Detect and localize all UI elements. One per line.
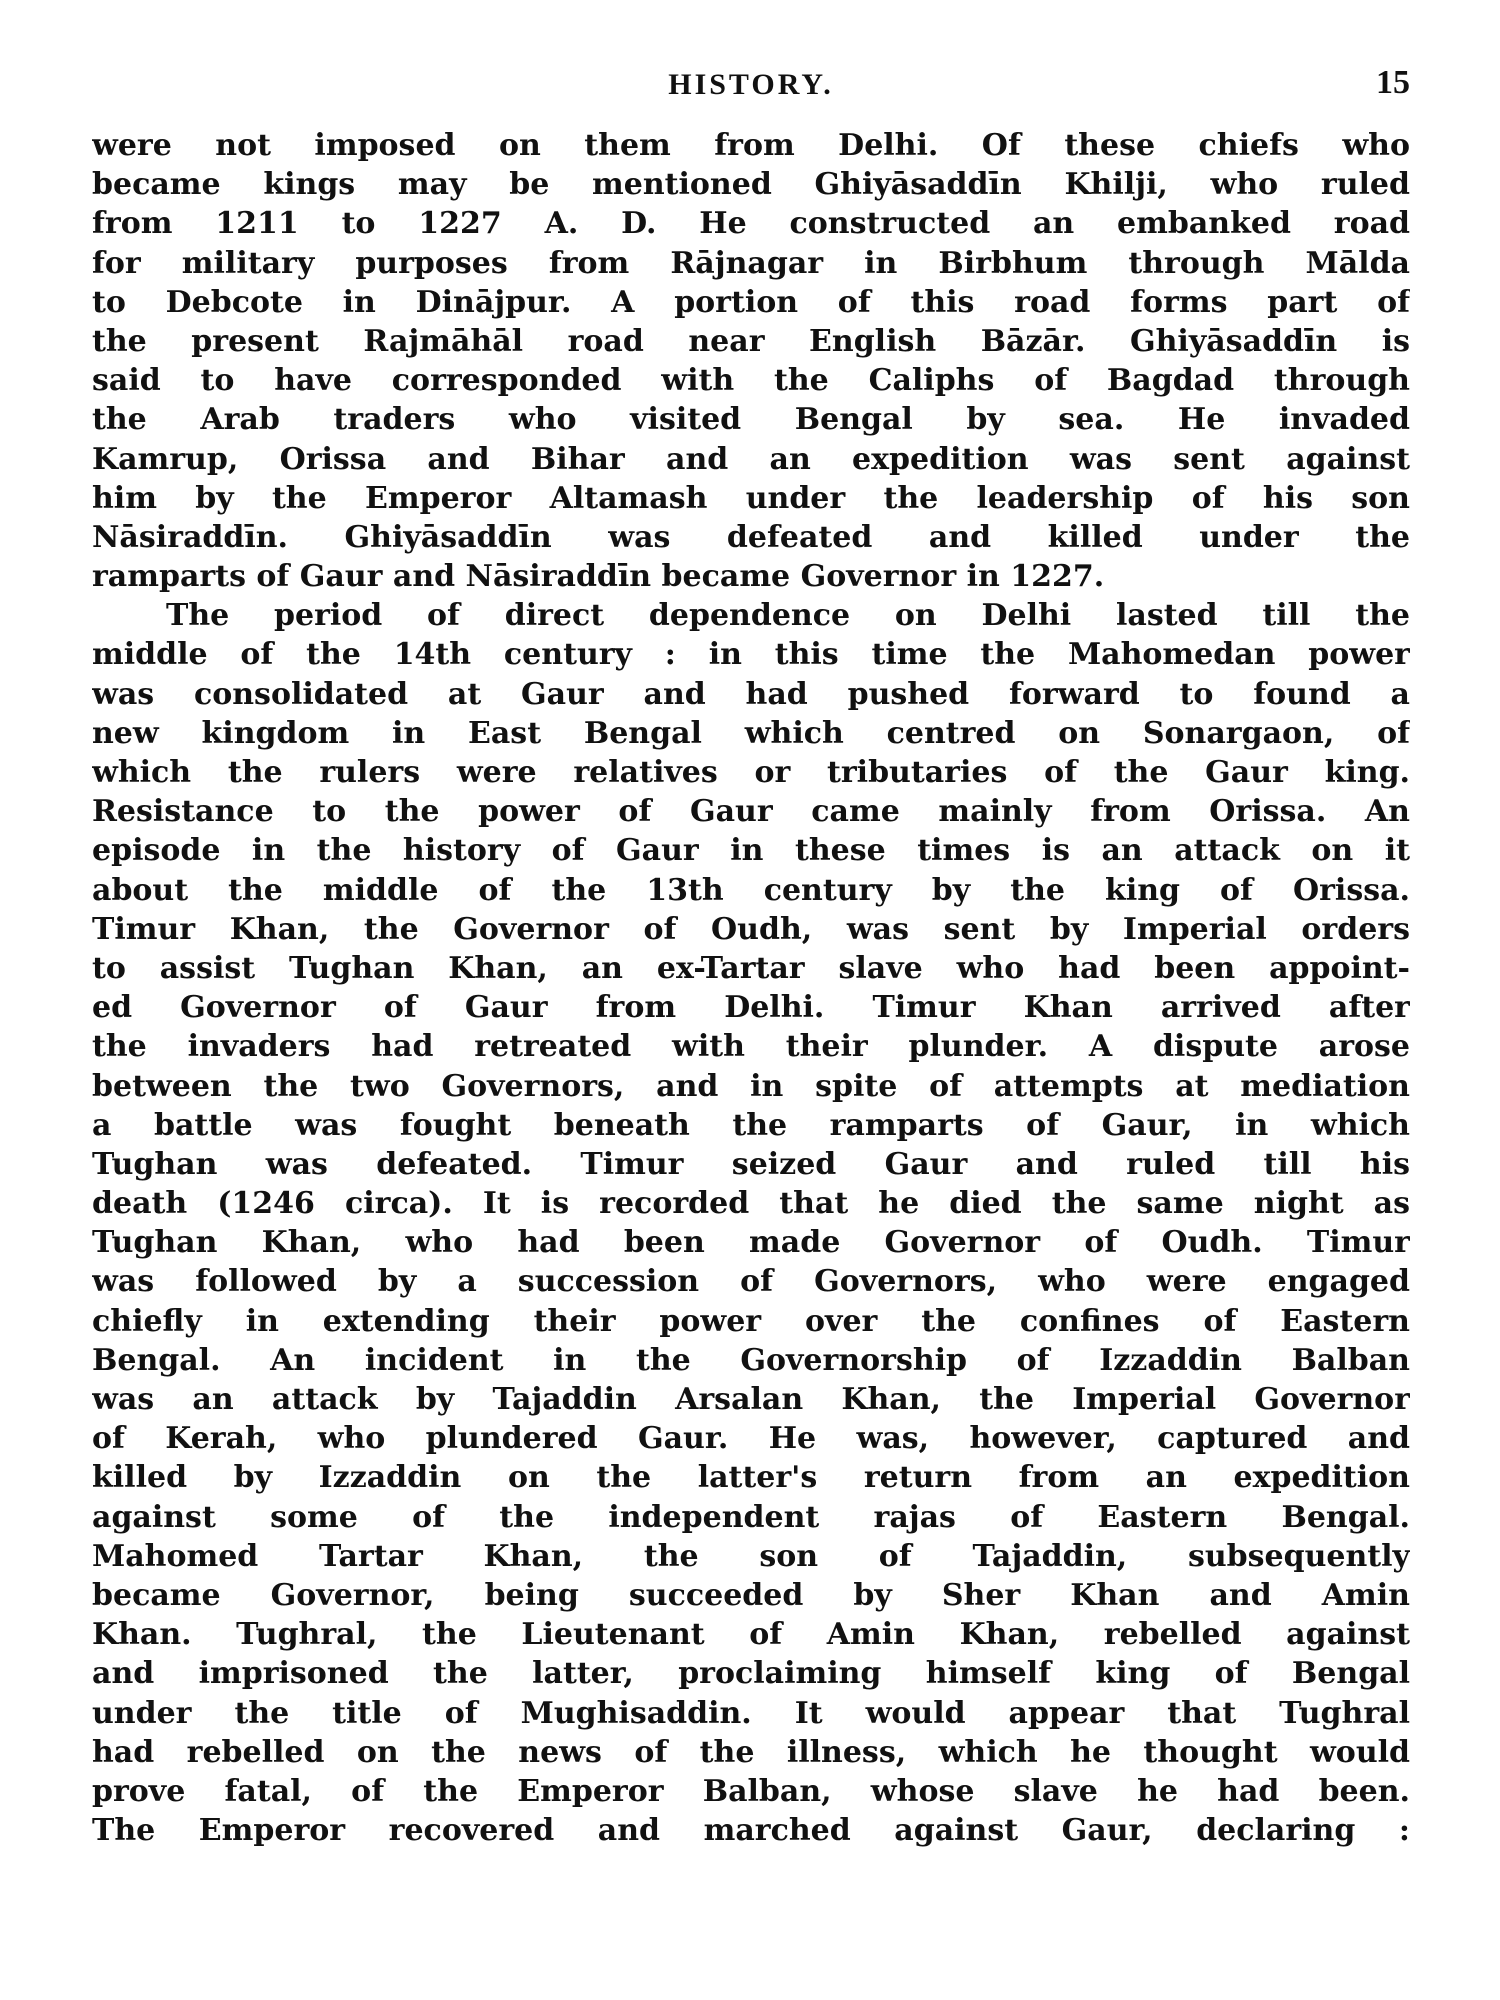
- book-page: [92, 60, 1410, 1960]
- text-line: the Arab traders who visited Bengal by sea. He invaded: [92, 402, 1410, 438]
- text-line: for military purposes from Rājnagar in Birbhum through Mālda: [92, 245, 1410, 281]
- text-line: Tughan Khan, who had been made Governor of Oudh. Timur: [92, 1225, 1410, 1261]
- text-line: had rebelled on the news of the illness, which he thought would: [92, 1734, 1410, 1770]
- paragraph-start-line: The period of direct dependence on Delhi lasted till the: [166, 598, 1410, 634]
- text-line: was consolidated at Gaur and had pushed forward to found a: [92, 676, 1410, 712]
- text-line: from 1211 to 1227 A. D. He constructed an embanked road: [92, 206, 1410, 242]
- text-line: chiefly in extending their power over the confines of Eastern: [92, 1303, 1410, 1339]
- text-line: became Governor, being succeeded by Sher Khan and Amin: [92, 1577, 1410, 1613]
- text-line: to assist Tughan Khan, an ex-Tartar slave who had been appoint-: [92, 950, 1410, 986]
- paragraph-end-line: ramparts of Gaur and Nāsiraddīn became Governor in 1227.: [92, 559, 1105, 595]
- text-line: to Debcote in Dinājpur. A portion of this road forms part of: [92, 284, 1410, 320]
- text-line: prove fatal, of the Emperor Balban, whose slave he had been.: [92, 1773, 1410, 1809]
- text-line: were not imposed on them from Delhi. Of these chiefs who: [92, 128, 1410, 163]
- text-line: death (1246 circa). It is recorded that he died the same night as: [92, 1186, 1410, 1222]
- text-line: episode in the history of Gaur in these times is an attack on it: [92, 833, 1410, 869]
- text-line: a battle was fought beneath the ramparts of Gaur, in which: [92, 1107, 1410, 1143]
- text-line: new kingdom in East Bengal which centred on Sonargaon, of: [92, 715, 1410, 751]
- text-line: which the rulers were relatives or tributaries of the Gaur king.: [92, 755, 1410, 790]
- text-line: about the middle of the 13th century by the king of Orissa.: [92, 872, 1410, 908]
- text-line: was followed by a succession of Governors, who were engaged: [92, 1264, 1410, 1300]
- running-title: HISTORY.: [668, 68, 834, 101]
- text-line: between the two Governors, and in spite of attempts at mediation: [92, 1068, 1410, 1104]
- text-line: Mahomed Tartar Khan, the son of Tajaddin, subsequently: [92, 1538, 1410, 1574]
- text-line: Resistance to the power of Gaur came mainly from Orissa. An: [92, 794, 1410, 830]
- text-line: Tughan was defeated. Timur seized Gaur and ruled till his: [92, 1146, 1410, 1182]
- body-text: [92, 126, 1410, 1850]
- text-line: him by the Emperor Altamash under the leadership of his son: [92, 480, 1410, 516]
- text-line: under the title of Mughisaddin. It would appear that Tughral: [92, 1695, 1410, 1731]
- text-line: became kings may be mentioned Ghiyāsaddīn Khilji, who ruled: [92, 167, 1410, 203]
- text-line: Nāsiraddīn. Ghiyāsaddīn was defeated and killed under the: [92, 519, 1410, 555]
- text-line: against some of the independent rajas of Eastern Bengal.: [92, 1499, 1410, 1535]
- text-line: ed Governor of Gaur from Delhi. Timur Khan arrived after: [92, 990, 1410, 1026]
- page-number: 15: [1376, 64, 1410, 101]
- text-line: the present Rajmāhāl road near English Bāzār. Ghiyāsaddīn is: [92, 323, 1410, 359]
- text-line: of Kerah, who plundered Gaur. He was, however, captured and: [92, 1421, 1410, 1457]
- running-head: [92, 60, 1410, 110]
- text-line: said to have corresponded with the Caliphs of Bagdad through: [92, 363, 1410, 399]
- text-line: Kamrup, Orissa and Bihar and an expedition was sent against: [92, 441, 1410, 477]
- text-line: Bengal. An incident in the Governorship of Izzaddin Balban: [92, 1342, 1410, 1378]
- text-line: the invaders had retreated with their plunder. A dispute arose: [92, 1029, 1410, 1065]
- text-line: and imprisoned the latter, proclaiming himself king of Bengal: [92, 1656, 1410, 1692]
- text-line: The Emperor recovered and marched against Gaur, declaring :: [92, 1813, 1410, 1849]
- text-line: killed by Izzaddin on the latter's return from an expedition: [92, 1460, 1410, 1496]
- text-line: Timur Khan, the Governor of Oudh, was sent by Imperial orders: [92, 911, 1410, 947]
- text-line: middle of the 14th century : in this time the Mahomedan power: [92, 637, 1410, 673]
- text-line: was an attack by Tajaddin Arsalan Khan, the Imperial Governor: [92, 1382, 1410, 1417]
- text-line: Khan. Tughral, the Lieutenant of Amin Khan, rebelled against: [92, 1617, 1410, 1653]
